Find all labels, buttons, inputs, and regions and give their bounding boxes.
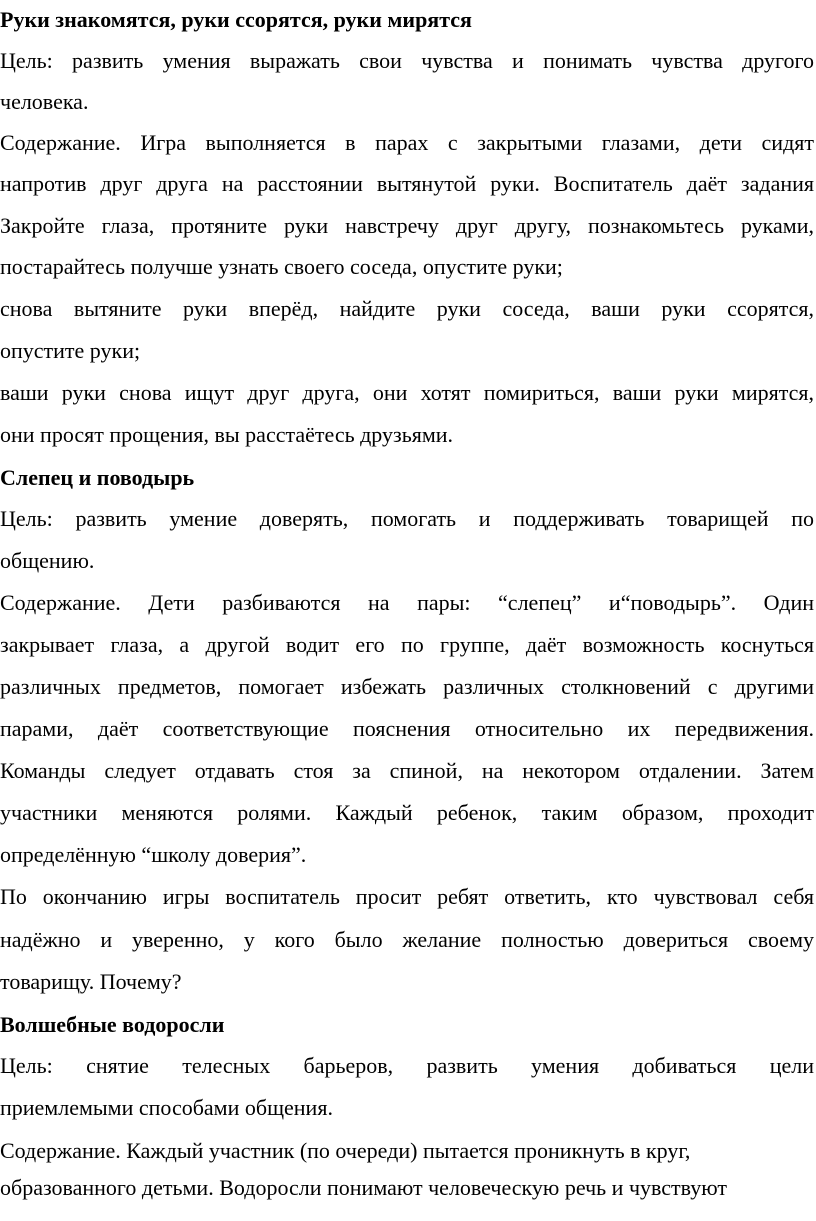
paragraph-line: участники меняются ролями. Каждый ребенок, таким образом, проходит: [0, 800, 814, 825]
paragraph-line: человека.: [0, 89, 89, 114]
paragraph-line: опустите руки;: [0, 338, 141, 363]
section-title: Волшебные водоросли: [0, 1012, 225, 1037]
paragraph-line: постарайтесь получше узнать своего соседа, опустите руки;: [0, 254, 563, 279]
paragraph-line: они просят прощения, вы расстаётесь друзьями.: [0, 422, 454, 447]
paragraph-line: снова вытяните руки вперёд, найдите руки соседа, ваши руки ссорятся,: [0, 296, 814, 321]
paragraph-line: Содержание. Дети разбиваются на пары: “слепец” и“поводырь”. Один: [0, 590, 814, 615]
paragraph-line: Цель: развить умение доверять, помогать и поддерживать товарищей по: [0, 506, 814, 531]
paragraph-line: Закройте глаза, протяните руки навстречу друг другу, познакомьтесь руками,: [0, 213, 814, 238]
paragraph-line: образованного детьми. Водоросли понимают человеческую речь и чувствуют: [0, 1175, 728, 1200]
paragraph-line: надёжно и уверенно, у кого было желание полностью довериться своему: [0, 927, 814, 952]
section-title: Слепец и поводырь: [0, 465, 195, 490]
paragraph-line: Цель: развить умения выражать свои чувства и понимать чувства другого: [0, 48, 814, 73]
paragraph-line: определённую “школу доверия”.: [0, 842, 307, 867]
paragraph-line: общению.: [0, 548, 95, 573]
section-title: Руки знакомятся, руки ссорятся, руки мирятся: [0, 7, 472, 32]
paragraph-line: напротив друг друга на расстоянии вытянутой руки. Воспитатель даёт задания: [0, 171, 814, 196]
paragraph-line: Команды следует отдавать стоя за спиной, на некотором отдалении. Затем: [0, 758, 814, 783]
paragraph-line: приемлемыми способами общения.: [0, 1095, 333, 1120]
paragraph-line: ваши руки снова ищут друг друга, они хотят помириться, ваши руки мирятся,: [0, 380, 814, 405]
paragraph-line: Содержание. Каждый участник (по очереди) пытается проникнуть в круг,: [0, 1138, 691, 1163]
paragraph-line: закрывает глаза, а другой водит его по группе, даёт возможность коснуться: [0, 632, 814, 657]
paragraph-line: Цель: снятие телесных барьеров, развить умения добиваться цели: [0, 1053, 814, 1078]
paragraph-line: Содержание. Игра выполняется в парах с закрытыми глазами, дети сидят: [0, 130, 814, 155]
paragraph-line: парами, даёт соответствующие пояснения относительно их передвижения.: [0, 716, 814, 741]
paragraph-line: По окончанию игры воспитатель просит ребят ответить, кто чувствовал себя: [0, 884, 814, 909]
paragraph-line: различных предметов, помогает избежать различных столкновений с другими: [0, 674, 814, 699]
paragraph-line: товарищу. Почему?: [0, 969, 182, 994]
